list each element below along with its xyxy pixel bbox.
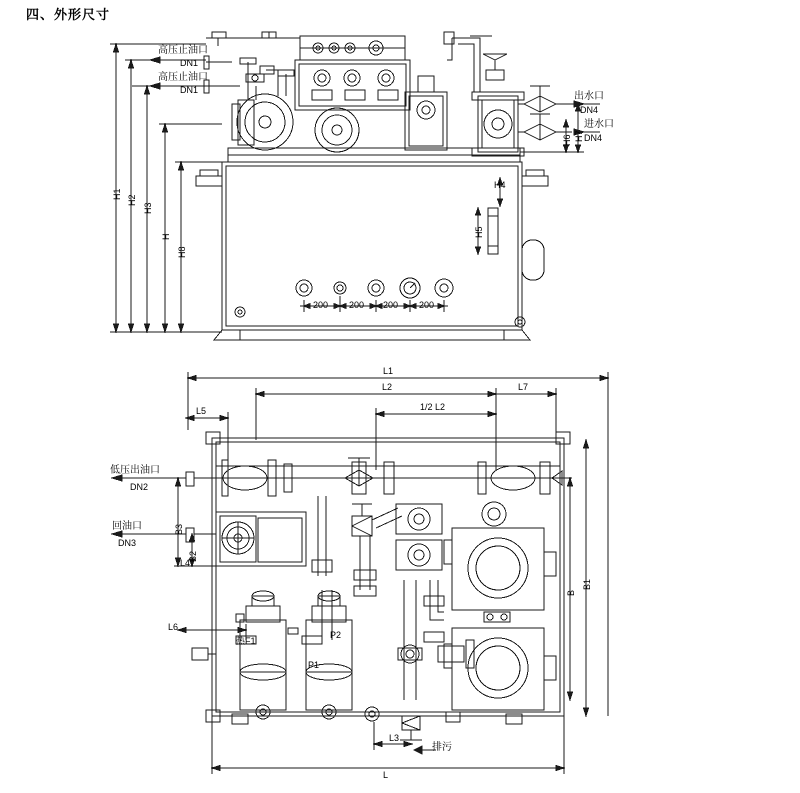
dim-h6: H6 bbox=[562, 134, 572, 146]
label-item-p1: P1 bbox=[308, 660, 320, 670]
label-water-outlet-dn: DN4 bbox=[580, 105, 599, 115]
label-water-inlet-dn: DN4 bbox=[584, 133, 603, 143]
dim-b: B bbox=[566, 589, 576, 596]
label-lp-oil-outlet-dn: DN2 bbox=[130, 482, 149, 492]
dim-h: H bbox=[161, 233, 171, 240]
dim-h7: H7 bbox=[574, 130, 584, 142]
dim-l3: L3 bbox=[389, 733, 400, 743]
dim-h1: H1 bbox=[112, 188, 122, 200]
label-water-inlet: 进水口 bbox=[584, 119, 614, 130]
dim-h2: H2 bbox=[127, 194, 137, 206]
dim-b2: B2 bbox=[188, 550, 198, 562]
dim-base-200-1: 200 bbox=[313, 300, 329, 310]
label-item-f1: 热F1 bbox=[236, 636, 256, 646]
dim-base-200-3: 200 bbox=[383, 300, 399, 310]
dim-l6: L6 bbox=[168, 622, 179, 632]
dim-l4: L4 bbox=[180, 558, 191, 568]
dim-h8: H8 bbox=[177, 246, 187, 258]
label-oil-return: 回油口 bbox=[112, 521, 142, 532]
label-hp-stop-oil-1: 高压止油口 bbox=[158, 45, 208, 56]
dim-b3: B3 bbox=[174, 523, 184, 535]
dim-base-200-4: 200 bbox=[419, 300, 435, 310]
label-hp-stop-oil-1-dn: DN1 bbox=[180, 58, 199, 68]
dim-half-l2: 1/2 L2 bbox=[420, 402, 446, 412]
label-hp-stop-oil-2: 高压止油口 bbox=[158, 72, 208, 83]
label-water-outlet: 出水口 bbox=[574, 91, 604, 102]
dim-b1: B1 bbox=[582, 578, 592, 590]
dim-base-200-2: 200 bbox=[349, 300, 365, 310]
label-item-p2: P2 bbox=[330, 630, 342, 640]
dim-l5: L5 bbox=[196, 406, 207, 416]
dim-h3: H3 bbox=[143, 202, 153, 214]
dim-l2: L2 bbox=[382, 382, 393, 392]
label-hp-stop-oil-2-dn: DN1 bbox=[180, 85, 199, 95]
dim-l1: L1 bbox=[383, 366, 394, 376]
dim-l: L bbox=[383, 770, 389, 780]
dim-h4: H4 bbox=[494, 180, 506, 190]
label-lp-oil-outlet: 低压出油口 bbox=[110, 465, 160, 476]
label-oil-return-dn: DN3 bbox=[118, 538, 137, 548]
dim-h5: H5 bbox=[474, 226, 484, 238]
page-title: 四、外形尺寸 bbox=[26, 7, 111, 22]
dim-l7: L7 bbox=[518, 382, 529, 392]
label-drain: 排污 bbox=[432, 742, 452, 753]
